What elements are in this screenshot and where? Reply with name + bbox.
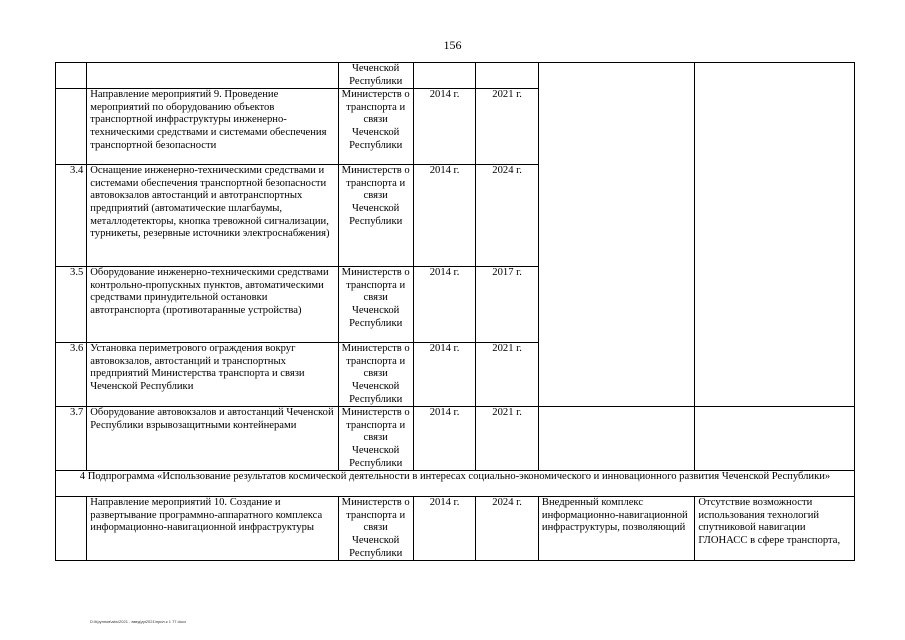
executor: Министерств о транспорта и связи Чеченской Республики	[338, 165, 413, 267]
row-number	[56, 497, 87, 561]
end-year: 2024 г.	[476, 165, 539, 267]
subprogram-header: 4 Подпрограмма «Использование результатов космической деятельности в интересах социально-экономического и инновационного развития Чеченской Республики»	[56, 471, 855, 497]
row-number	[56, 89, 87, 165]
subprogram-header-row	[56, 471, 855, 497]
consequence-cell: Отсутствие возможности использования технологий спутниковой навигации ГЛОНАСС в сфере транспорта,	[695, 497, 855, 561]
start-year: 2014 г.	[413, 165, 476, 267]
start-year: 2014 г.	[413, 89, 476, 165]
end-year: 2024 г.	[476, 497, 539, 561]
executor: Министерств о транспорта и связи Чеченской Республики	[338, 267, 413, 343]
executor: Чеченской Республики	[338, 63, 413, 89]
end-year: 2021 г.	[476, 407, 539, 471]
activity-name: Оснащение инженерно-техническими средствами и системами обеспечения транспортной безопасности автовокзалов автостанций и автотранспортных предприятий (автоматические шлагбаумы, металлодетекторы, кнопка тревожной сигнализации, турникеты, резервные источники электроснабжения)	[87, 165, 338, 267]
page-number: 156	[443, 38, 462, 52]
row-number: 3.7	[56, 407, 87, 471]
activity-name: Направление мероприятий 10. Создание и развертывание программно-аппаратного комплекса информационно-навигационной инфраструктуры	[87, 497, 338, 561]
consequence-cell	[695, 407, 855, 471]
start-year: 2014 г.	[413, 407, 476, 471]
result-cell	[538, 407, 694, 471]
activity-name: Оборудование инженерно-техническими средствами контрольно-пропускных пунктов, автоматическими средствами принудительной остановки автотранспорта (противотаранные устройства)	[87, 267, 338, 343]
row-number: 3.6	[56, 343, 87, 407]
executor: Министерств о транспорта и связи Чеченской Республики	[338, 89, 413, 165]
table-row	[56, 63, 855, 89]
activity-name: Установка периметрового ограждения вокруг автовокзалов, автостанций и транспортных предприятий Министерства транспорта и связи Чеченской Республики	[87, 343, 338, 407]
executor: Министерств о транспорта и связи Чеченской Республики	[338, 343, 413, 407]
activity-name: Направление мероприятий 9. Проведение мероприятий по оборудованию объектов транспортной инфраструктуры инженерно-техническими средствами и системами обеспечения транспортной безопасности	[87, 89, 338, 165]
program-table	[55, 62, 855, 561]
result-cell	[538, 63, 694, 407]
activity-name: Оборудование автовокзалов и автостанций Чеченской Республики взрывозащитными контейнерами	[87, 407, 338, 471]
file-path-note: D:\Крупнов\abs\2021 - введ\дн2021\прил.к 1 77.docx	[90, 619, 187, 624]
result-cell: Внедренный комплекс информационно-навигационной инфраструктуры, позволяющий	[538, 497, 694, 561]
end-year: 2021 г.	[476, 343, 539, 407]
start-year: 2014 г.	[413, 497, 476, 561]
consequence-cell	[695, 63, 855, 407]
row-number: 3.5	[56, 267, 87, 343]
start-year: 2014 г.	[413, 343, 476, 407]
start-year	[413, 63, 476, 89]
start-year: 2014 г.	[413, 267, 476, 343]
table-row	[56, 407, 855, 471]
activity-name	[87, 63, 338, 89]
executor: Министерств о транспорта и связи Чеченской Республики	[338, 497, 413, 561]
end-year: 2021 г.	[476, 89, 539, 165]
executor: Министерств о транспорта и связи Чеченской Республики	[338, 407, 413, 471]
row-number: 3.4	[56, 165, 87, 267]
table-row	[56, 497, 855, 561]
end-year: 2017 г.	[476, 267, 539, 343]
end-year	[476, 63, 539, 89]
row-number	[56, 63, 87, 89]
